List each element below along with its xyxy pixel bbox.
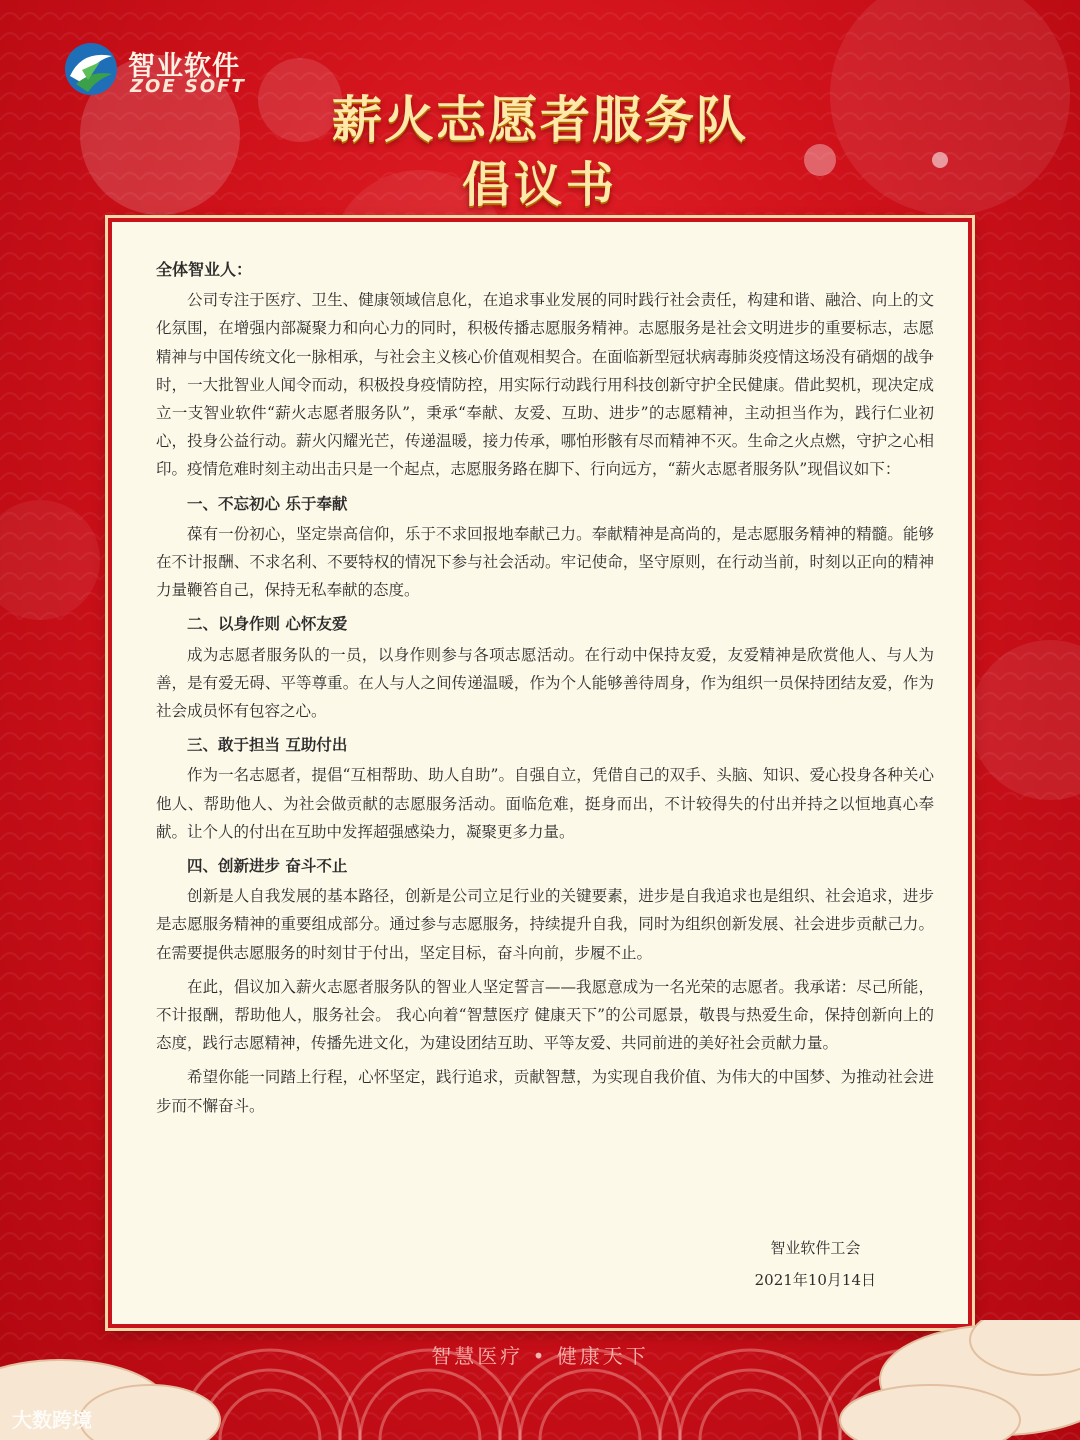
footer-cloud-decoration	[0, 1320, 1080, 1440]
page-subtitle: 倡议书	[461, 157, 618, 213]
logo-english-name: ZOE SOFT	[130, 76, 246, 97]
section-body: 创新是人自我发展的基本路径，创新是公司立足行业的关键要素，进步是自我追求也是组织、社会追求，进步是志愿服务精神的重要组成部分。通过参与志愿服务，持续提升自我，同时为组织创新发展、社会进步贡献己力。在需要提供志愿服务的时刻甘于付出，坚定目标，奋斗向前，步履不止。	[156, 887, 934, 962]
section-body: 成为志愿者服务队的一员，以身作则参与各项志愿活动。在行动中保持友爱，友爱精神是欣赏他人、与人为善，是有爱无碍、平等尊重。在人与人之间传递温暖，作为个人能够善待周身，作为组织一员保持团结友爱，作为社会成员怀有包容之心。	[156, 645, 934, 721]
closing-paragraph: 希望你能一同踏上行程，心怀坚定，践行追求，贡献智慧，为实现自我价值、为伟大的中国梦、为推动社会进步而不懈奋斗。	[156, 1068, 934, 1115]
watermark: 大数跨境	[12, 1408, 92, 1432]
letter-paper	[108, 218, 972, 1328]
signature-block	[755, 1232, 876, 1296]
logo-chinese-name: 智业软件	[128, 51, 240, 82]
section-body: 作为一名志愿者，提倡“互相帮助、助人自助”。自强自立，凭借自己的双手、头脑、知识、爱心投身各种关心他人、帮助他人、为社会做贡献的志愿服务活动。面临危难，挺身而出，不计较得失的付出并持之以恒地真心奉献。让个人的付出在互助中发挥超强感染力，凝聚更多力量。	[156, 766, 934, 841]
page-title: 薪火志愿者服务队	[332, 91, 748, 149]
section-body: 葆有一份初心，坚定崇高信仰，乐于不求回报地奉献己力。奉献精神是高尚的，是志愿服务精神的精髓。能够在不计报酬、不求名利、不要特权的情况下参与社会活动。牢记使命，坚守原则，在行动当前，时刻以正向的精神力量鞭笞自己，保持无私奉献的态度。	[156, 524, 934, 600]
section-heading: 三、敢于担当 互助付出	[187, 735, 348, 755]
signature: 智业软件工会	[770, 1239, 861, 1257]
section-heading: 二、以身作则 心怀友爱	[187, 614, 348, 634]
section-heading: 四、创新进步 奋斗不止	[187, 856, 348, 876]
page-header	[0, 0, 1080, 220]
salutation: 全体智业人：	[156, 260, 253, 279]
closing-paragraph: 在此，倡议加入薪火志愿者服务队的智业人坚定誓言——我愿意成为一名光荣的志愿者。我承诺：尽己所能，不计报酬，帮助他人，服务社会。 我心向着“智慧医疗 健康天下”的公司愿景，敬畏与热爱生命，保持创新向上的态度，践行志愿精神，传播先进文化，为建设团结互助、平等友爱、共同前进的美好社会贡献力量。	[156, 977, 934, 1053]
date: 2021年10月14日	[754, 1271, 876, 1289]
footer-slogan: 智慧医疗 • 健康天下	[431, 1344, 649, 1368]
intro-paragraph: 公司专注于医疗、卫生、健康领域信息化，在追求事业发展的同时践行社会责任，构建和谐、融洽、向上的文化氛围，在增强内部凝聚力和向心力的同时，积极传播志愿服务精神。志愿服务是社会文明进步的重要标志，志愿精神与中国传统文化一脉相承，与社会主义核心价值观相契合。在面临新型冠状病毒肺炎疫情这场没有硝烟的战争时，一大批智业人闻令而动，积极投身疫情防控，用实际行动践行用科技创新守护全民健康。借此契机，现决定成立一支智业软件“薪火志愿者服务队”，秉承“奉献、友爱、互助、进步”的志愿精神，主动担当作为，践行仁业初心，投身公益行动。薪火闪耀光芒，传递温暖，接力传承，哪怕形骸有尽而精神不灭。生命之火点燃，守护之心相印。疫情危难时刻主动出击只是一个起点，志愿服务路在脚下、行向远方，“薪火志愿者服务队”现倡议如下：	[156, 291, 934, 479]
letter-content	[156, 256, 934, 1120]
section-heading: 一、不忘初心 乐于奉献	[187, 493, 348, 513]
